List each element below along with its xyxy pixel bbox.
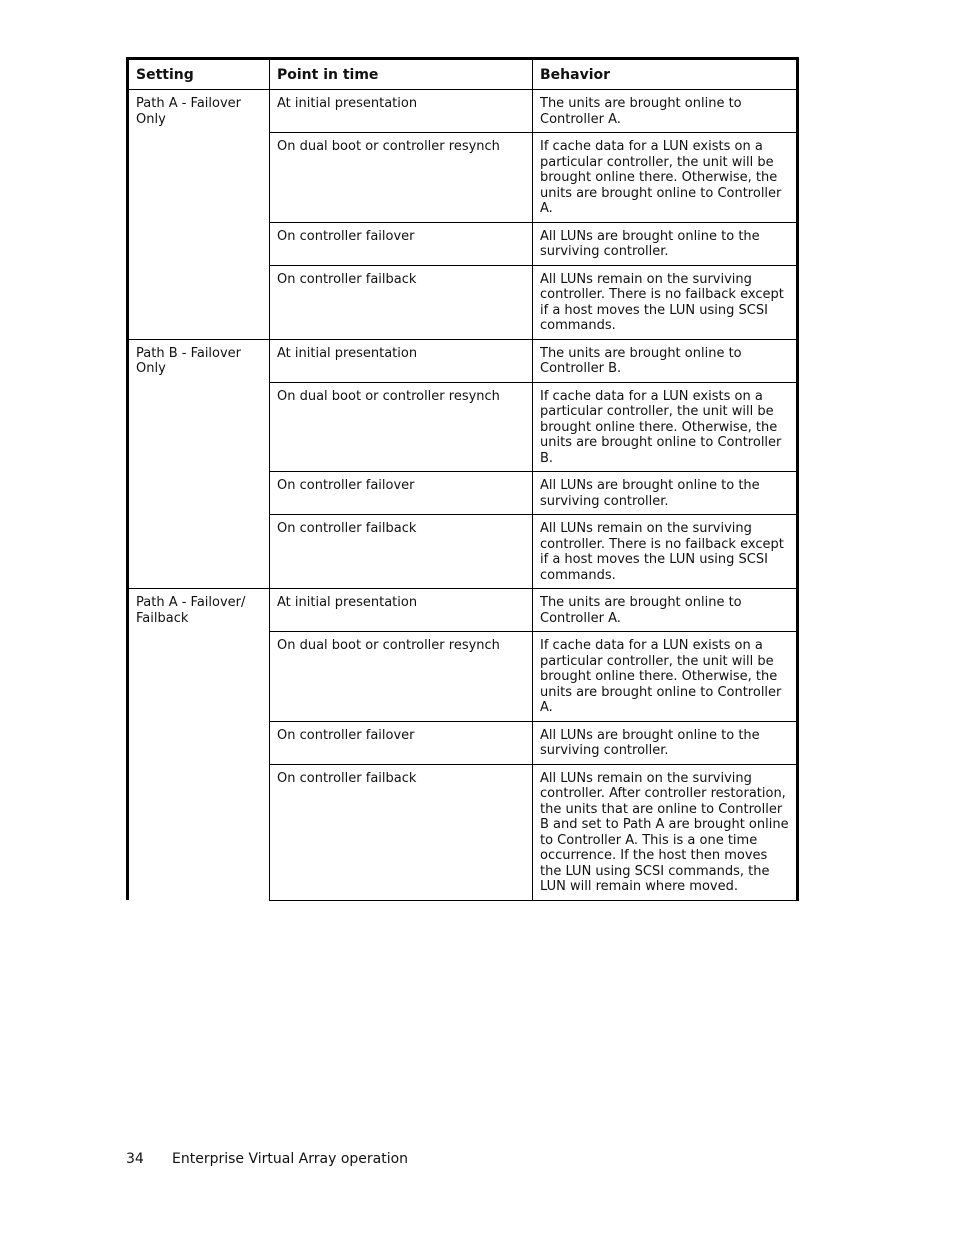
behavior-cell: The units are brought online to Controller A. — [533, 90, 798, 133]
page-footer — [126, 1151, 408, 1167]
table-row — [128, 90, 798, 133]
settings-table — [126, 57, 799, 901]
point-in-time-cell: On controller failover — [270, 721, 533, 764]
point-in-time-cell: On controller failover — [270, 222, 533, 265]
behavior-cell: All LUNs are brought online to the surviving controller. — [533, 721, 798, 764]
behavior-cell: If cache data for a LUN exists on a particular controller, the unit will be brought online there. Otherwise, the units are brought online to Controller B. — [533, 382, 798, 472]
behavior-cell: The units are brought online to Controller A. — [533, 589, 798, 632]
behavior-cell: All LUNs remain on the surviving controller. There is no failback except if a host moves the LUN using SCSI commands. — [533, 265, 798, 339]
point-in-time-cell: At initial presentation — [270, 589, 533, 632]
point-in-time-cell: On dual boot or controller resynch — [270, 133, 533, 223]
behavior-cell: All LUNs remain on the surviving controller. There is no failback except if a host moves the LUN using SCSI commands. — [533, 515, 798, 589]
behavior-cell: If cache data for a LUN exists on a particular controller, the unit will be brought online there. Otherwise, the units are brought online to Controller A. — [533, 133, 798, 223]
behavior-cell: All LUNs are brought online to the surviving controller. — [533, 222, 798, 265]
header-point-in-time: Point in time — [270, 59, 533, 90]
table-row — [128, 589, 798, 632]
setting-cell: Path A - Failover Only — [128, 90, 270, 340]
header-behavior: Behavior — [533, 59, 798, 90]
point-in-time-cell: On controller failback — [270, 764, 533, 900]
setting-cell: Path A - Failover/ Failback — [128, 589, 270, 901]
point-in-time-cell: On controller failover — [270, 472, 533, 515]
page-number: 34 — [126, 1151, 144, 1167]
behavior-cell: All LUNs remain on the surviving controller. After controller restoration, the units that are online to Controller B and set to Path A are brought online to Controller A. This is a one time occurrence. If the host then moves the LUN using SCSI commands, the LUN will remain where moved. — [533, 764, 798, 900]
header-setting: Setting — [128, 59, 270, 90]
table-header-row — [128, 59, 798, 90]
point-in-time-cell: At initial presentation — [270, 339, 533, 382]
footer-section-title: Enterprise Virtual Array operation — [172, 1151, 409, 1167]
point-in-time-cell: On dual boot or controller resynch — [270, 382, 533, 472]
behavior-cell: All LUNs are brought online to the surviving controller. — [533, 472, 798, 515]
behavior-cell: If cache data for a LUN exists on a particular controller, the unit will be brought online there. Otherwise, the units are brought online to Controller A. — [533, 632, 798, 722]
point-in-time-cell: At initial presentation — [270, 90, 533, 133]
table-row — [128, 339, 798, 382]
setting-cell: Path B - Failover Only — [128, 339, 270, 589]
behavior-cell: The units are brought online to Controller B. — [533, 339, 798, 382]
point-in-time-cell: On controller failback — [270, 265, 533, 339]
point-in-time-cell: On dual boot or controller resynch — [270, 632, 533, 722]
point-in-time-cell: On controller failback — [270, 515, 533, 589]
